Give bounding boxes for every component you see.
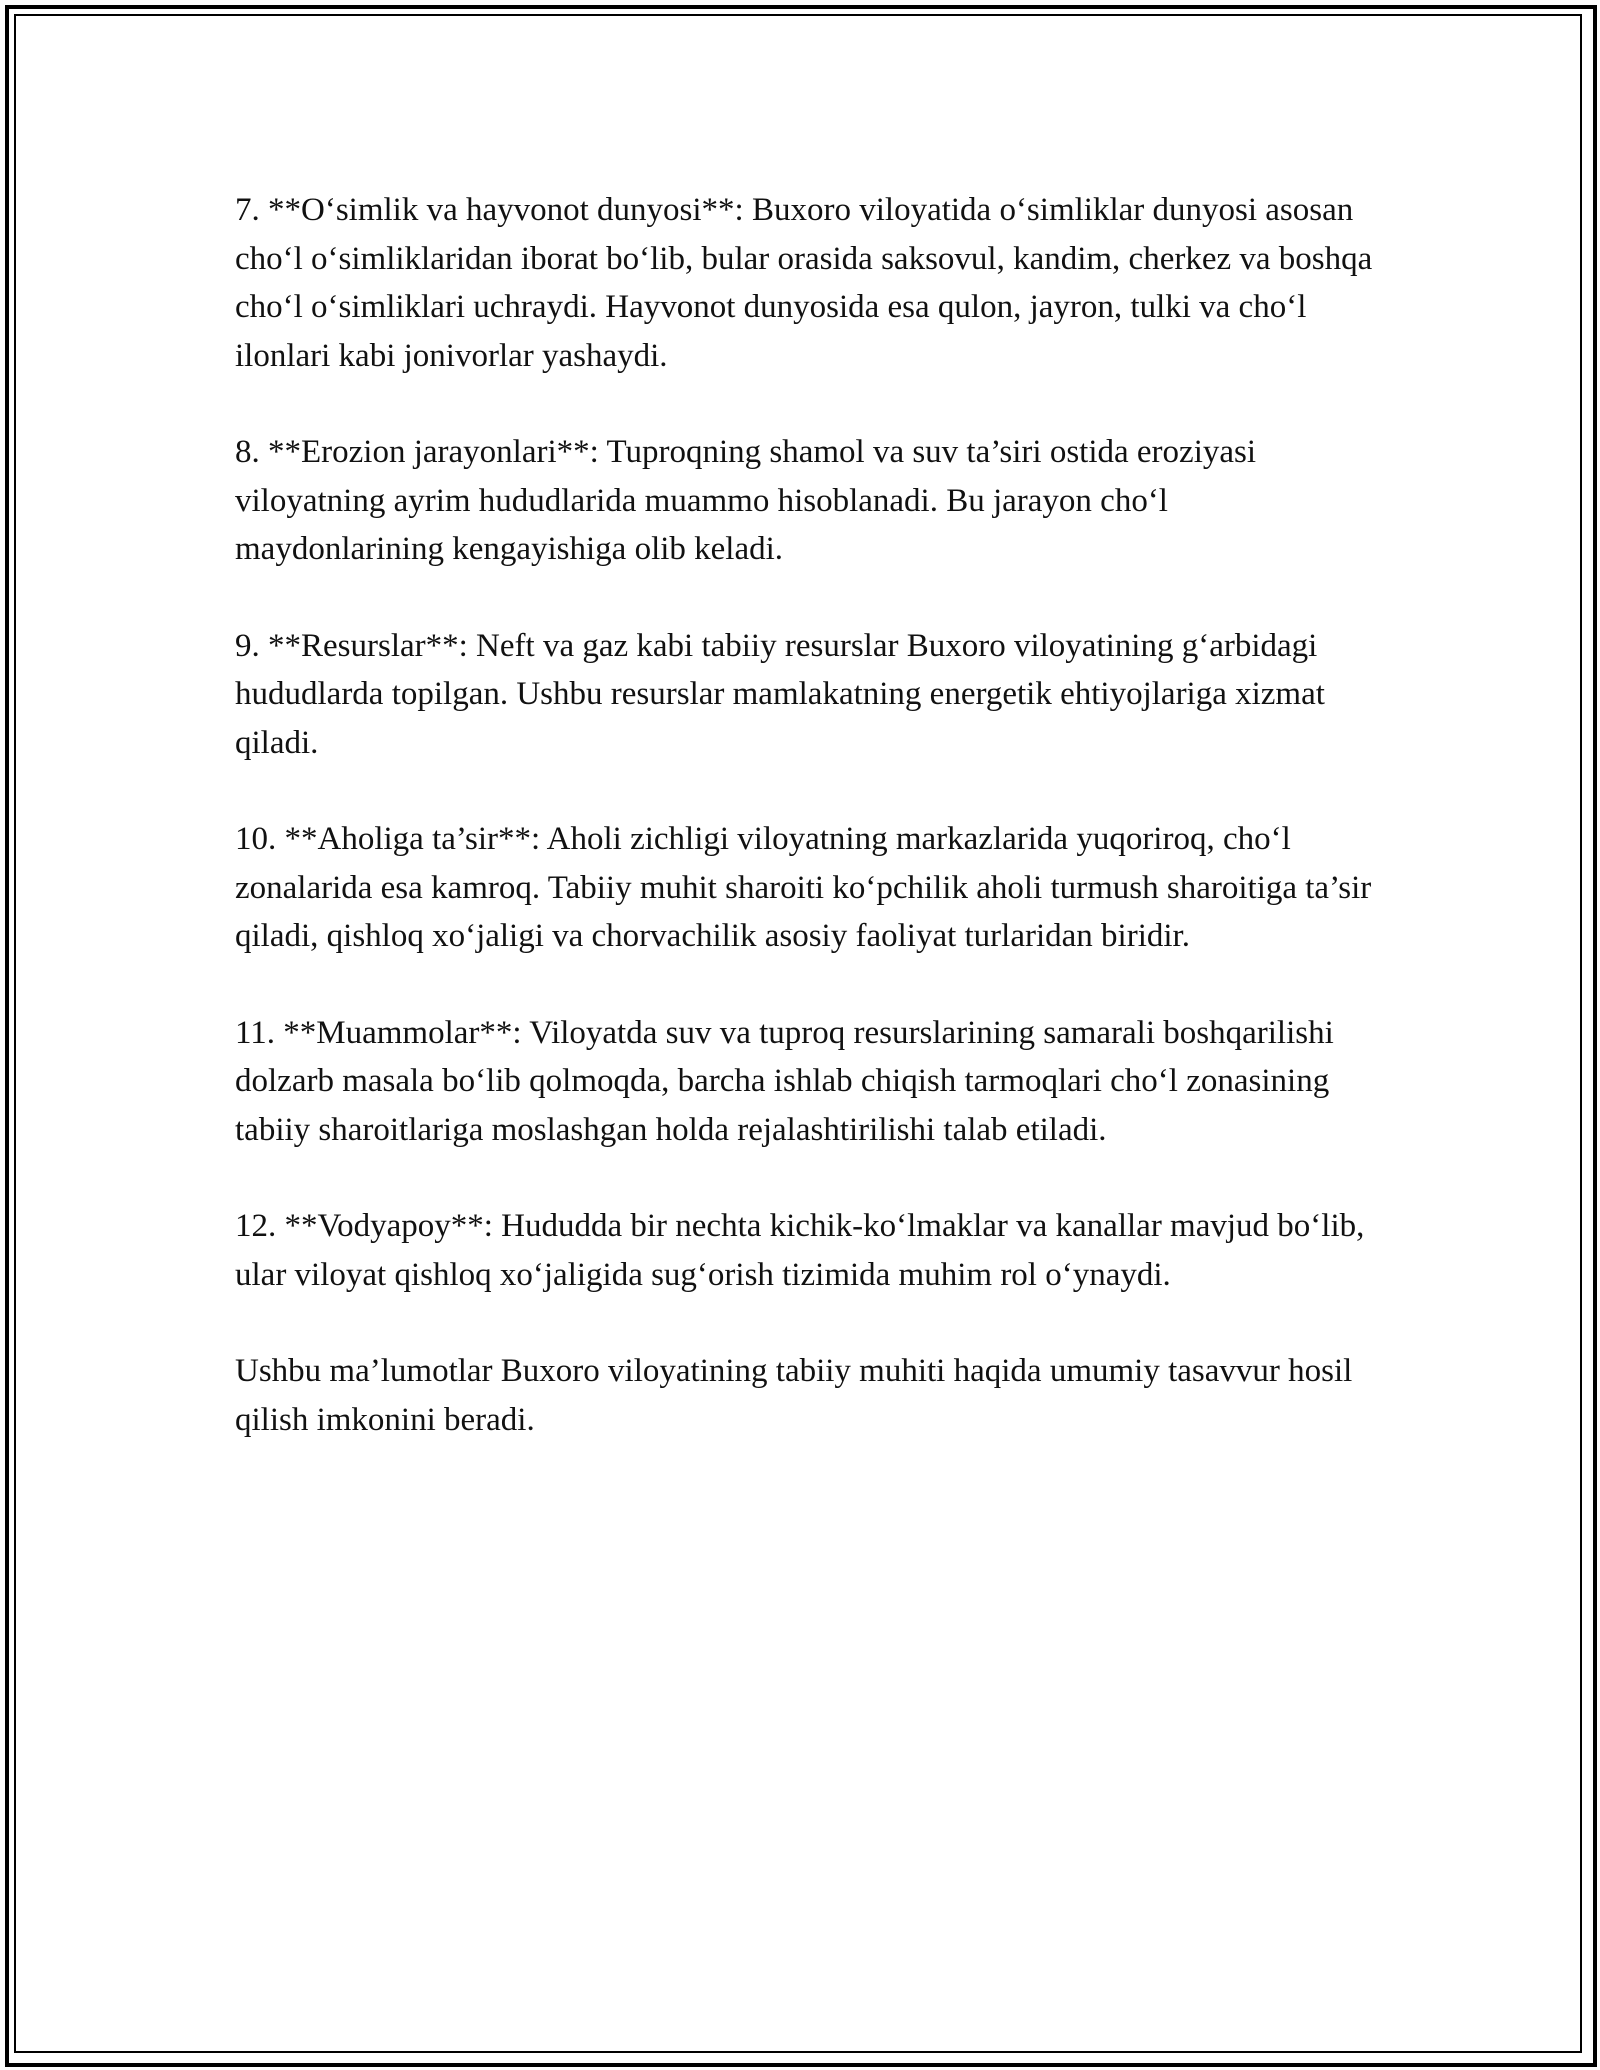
paragraph-resources: 9. **Resurslar**: Neft va gaz kabi tabiiy resurslar Buxoro viloyatining g‘arbidagi hududlarda topilgan. Ushbu resurslar mamlakatning energetik ehtiyojlariga xizmat qiladi. <box>235 627 1325 761</box>
paragraph-problems: 11. **Muammolar**: Viloyatda suv va tuproq resurslarining samarali boshqarilishi dolzarb masala bo‘lib qolmoqda, barcha ishlab chiqish tarmoqlari cho‘l zonasining tabiiy sharoitlariga moslashgan holda rejalashtirilishi talab etiladi. <box>235 1014 1334 1148</box>
paragraph-waterways: 12. **Vodyapoy**: Hududda bir nechta kichik-ko‘lmaklar va kanallar mavjud bo‘lib, ular viloyat qishloq xo‘jaligida sug‘orish tizimida muhim rol o‘ynaydi. <box>235 1208 1365 1293</box>
paragraph-population-impact: 10. **Aholiga ta’sir**: Aholi zichligi viloyatning markazlarida yuqoriroq, cho‘l zonalarida esa kamroq. Tabiiy muhit sharoiti ko‘pchilik aholi turmush sharoitiga ta’sir qiladi, qishloq xo‘jaligi va chorvachilik asosiy faoliyat turlaridan biridir. <box>235 821 1372 954</box>
paragraph-flora-fauna: 7. **O‘simlik va hayvonot dunyosi**: Buxoro viloyatida o‘simliklar dunyosi asosan cho‘l o‘simliklaridan iborat bo‘lib, bular orasida saksovul, kandim, cherkez va boshqa cho‘l o‘simliklari uchraydi. Hayvonot dunyosida esa qulon, jayron, tulki va cho‘l ilonlari kabi jonivorlar yashaydi. <box>235 192 1373 374</box>
paragraph-erosion: 8. **Erozion jarayonlari**: Tuproqning shamol va suv ta’siri ostida eroziyasi viloyatning ayrim hududlarida muammo hisoblanadi. Bu jarayon cho‘l maydonlarining kengayishiga olib keladi. <box>235 434 1257 567</box>
document-body <box>235 186 1375 1492</box>
paragraph-conclusion: Ushbu ma’lumotlar Buxoro viloyatining tabiiy muhiti haqida umumiy tasavvur hosil qilish imkonini beradi. <box>235 1353 1353 1438</box>
